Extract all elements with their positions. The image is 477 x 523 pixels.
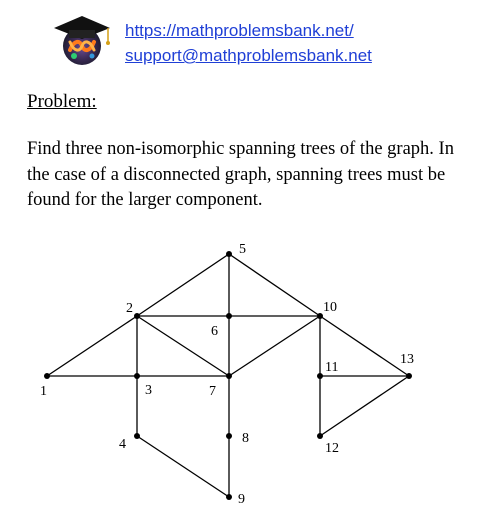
- vertex-label-11: 11: [325, 360, 339, 375]
- vertex-11: [317, 373, 323, 379]
- vertex-2: [134, 313, 140, 319]
- vertex-label-10: 10: [323, 300, 337, 315]
- vertex-1: [44, 373, 50, 379]
- vertex-4: [134, 433, 140, 439]
- vertex-13: [406, 373, 412, 379]
- vertex-label-12: 12: [325, 441, 339, 456]
- vertex-label-9: 9: [238, 492, 245, 507]
- edge-4-9: [137, 436, 229, 497]
- email-link[interactable]: support@mathproblemsbank.net: [125, 46, 372, 65]
- vertex-label-7: 7: [209, 384, 216, 399]
- edge-7-10: [229, 316, 320, 376]
- vertex-label-1: 1: [40, 384, 47, 399]
- edge-12-13: [320, 376, 409, 436]
- vertex-label-13: 13: [400, 352, 414, 367]
- vertex-label-8: 8: [242, 431, 249, 446]
- vertex-9: [226, 494, 232, 500]
- vertex-label-2: 2: [126, 301, 133, 316]
- vertex-label-5: 5: [239, 242, 246, 257]
- vertex-12: [317, 433, 323, 439]
- vertex-label-6: 6: [211, 324, 218, 339]
- edge-5-10: [229, 254, 320, 316]
- vertex-8: [226, 433, 232, 439]
- website-link[interactable]: https://mathproblemsbank.net/: [125, 21, 354, 40]
- vertex-6: [226, 313, 232, 319]
- vertex-label-4: 4: [119, 437, 126, 452]
- vertex-label-3: 3: [145, 383, 152, 398]
- edge-1-2: [47, 316, 137, 376]
- vertex-5: [226, 251, 232, 257]
- problem-text: Find three non-isomorphic spanning trees of the graph. In the case of a disconnected graph, spanning trees must be found for the larger component.: [27, 139, 454, 210]
- vertex-3: [134, 373, 140, 379]
- problem-heading: Problem:: [27, 91, 97, 112]
- edge-2-5: [137, 254, 229, 316]
- vertex-7: [226, 373, 232, 379]
